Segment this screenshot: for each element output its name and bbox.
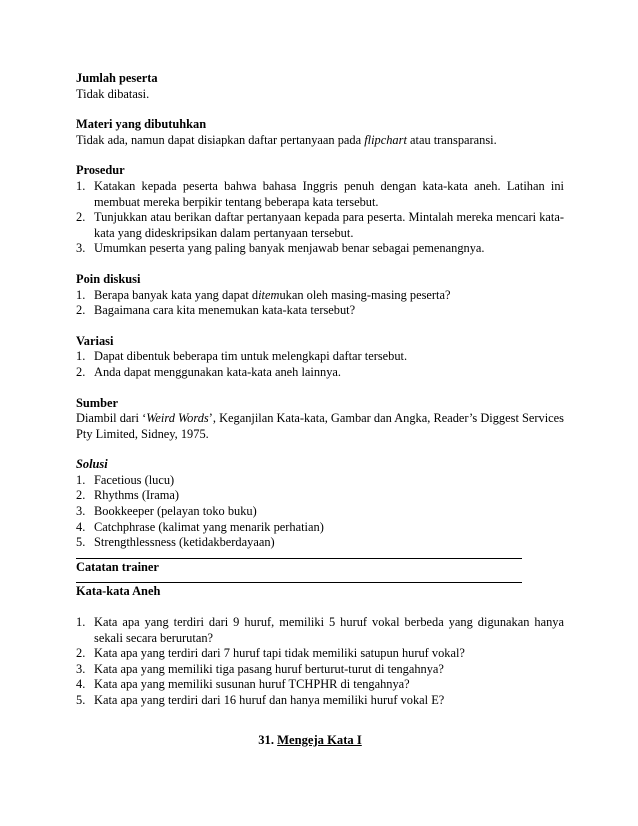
list-number: 1. bbox=[76, 472, 86, 487]
section-jumlah-peserta bbox=[76, 71, 564, 102]
section-kata-kata-aneh bbox=[76, 584, 564, 708]
list-number: 2. bbox=[76, 303, 86, 318]
list-text: Anda dapat menggunakan kata-kata aneh lainnya. bbox=[94, 364, 342, 379]
list-item bbox=[76, 646, 564, 662]
list-item bbox=[76, 210, 564, 241]
section-heading: Sumber bbox=[76, 395, 118, 410]
list-item bbox=[76, 662, 564, 678]
text-run: Tidak ada, namun dapat disiapkan daftar pertanyaan pada bbox=[76, 132, 365, 147]
list-text: Strengthlessness (ketidakberdayaan) bbox=[94, 535, 275, 550]
section-text bbox=[76, 133, 564, 149]
list-text: Kata apa yang terdiri dari 16 huruf dan hanya memiliki huruf vokal E? bbox=[94, 693, 445, 707]
section-heading: Jumlah peserta bbox=[76, 71, 158, 85]
section-materi bbox=[76, 117, 564, 148]
title-number: 31. bbox=[258, 732, 274, 747]
list-number: 1. bbox=[76, 178, 86, 193]
list-text: Umumkan peserta yang paling banyak menjawab benar sebagai pemenangnya. bbox=[94, 241, 485, 256]
title-text: Mengeja Kata I bbox=[277, 732, 362, 747]
list-item bbox=[76, 488, 564, 504]
list-number: 3. bbox=[76, 661, 86, 676]
text-run-italic: flipchart bbox=[364, 132, 407, 147]
section-heading: Variasi bbox=[76, 333, 114, 348]
list-text: Facetious (lucu) bbox=[94, 472, 175, 487]
next-section-title bbox=[76, 733, 564, 749]
variasi-list bbox=[76, 349, 564, 380]
list-text: Kata apa yang memiliki susunan huruf TCHPHR di tengahnya? bbox=[94, 677, 410, 692]
list-item bbox=[76, 288, 564, 304]
list-number: 2. bbox=[76, 364, 86, 379]
divider-rule bbox=[76, 551, 522, 559]
list-item bbox=[76, 535, 564, 551]
spacer bbox=[76, 600, 564, 615]
section-heading: Prosedur bbox=[76, 163, 125, 178]
list-number: 5. bbox=[76, 535, 86, 550]
list-item bbox=[76, 179, 564, 210]
list-item bbox=[76, 504, 564, 520]
section-heading: Materi yang dibutuhkan bbox=[76, 117, 207, 132]
text-run: ’, Keganjilan Kata-kata, Gambar dan Angka, Reader’s Diggest Services Pty Limited, Sidney, 1975. bbox=[76, 411, 564, 441]
list-item bbox=[76, 349, 564, 365]
solusi-list bbox=[76, 473, 564, 551]
list-text: Katakan kepada peserta bahwa bahasa Inggris penuh dengan kata-kata aneh. Latihan ini membuat mereka berpikir tentang beberapa kata tersebut. bbox=[94, 178, 564, 209]
section-solusi bbox=[76, 457, 564, 551]
list-item bbox=[76, 241, 564, 257]
poin-list bbox=[76, 288, 564, 319]
list-number: 3. bbox=[76, 504, 86, 519]
list-text: Rhythms (Irama) bbox=[94, 488, 179, 503]
text-run: Berapa banyak kata yang dapat d bbox=[94, 287, 259, 302]
list-item bbox=[76, 615, 564, 646]
list-number: 2. bbox=[76, 210, 86, 225]
divider-rule bbox=[76, 575, 522, 583]
prosedur-list bbox=[76, 179, 564, 257]
list-text: Kata apa yang memiliki tiga pasang huruf berturut-turut di tengahnya? bbox=[94, 661, 444, 676]
text-run: atau transparansi. bbox=[406, 132, 497, 147]
section-variasi bbox=[76, 334, 564, 381]
list-text: Tunjukkan atau berikan daftar pertanyaan kepada para peserta. Mintalah mereka mencari kata-kata yang dideskripsikan dalam pertanyaan tersebut. bbox=[94, 210, 564, 240]
list-number: 3. bbox=[76, 241, 86, 256]
kata-aneh-list bbox=[76, 615, 564, 709]
list-item bbox=[76, 303, 564, 319]
section-text bbox=[76, 411, 564, 442]
document-page bbox=[76, 71, 564, 748]
section-prosedur bbox=[76, 163, 564, 257]
list-item bbox=[76, 693, 564, 709]
text-run-italic: item bbox=[258, 287, 280, 302]
list-number: 1. bbox=[76, 287, 86, 302]
text-run-italic: Weird Words bbox=[146, 411, 209, 426]
section-heading: Kata-kata Aneh bbox=[76, 584, 161, 599]
list-item bbox=[76, 520, 564, 536]
list-text: Bagaimana cara kita menemukan kata-kata tersebut? bbox=[94, 303, 356, 318]
section-sumber bbox=[76, 396, 564, 443]
list-number: 2. bbox=[76, 488, 86, 503]
list-item bbox=[76, 365, 564, 381]
list-number: 4. bbox=[76, 677, 86, 692]
list-number: 2. bbox=[76, 646, 86, 661]
list-item bbox=[76, 473, 564, 489]
list-number: 5. bbox=[76, 693, 86, 707]
list-number: 1. bbox=[76, 615, 86, 630]
list-text: Kata apa yang terdiri dari 7 huruf tapi tidak memiliki satupun huruf vokal? bbox=[94, 646, 465, 661]
list-text: Dapat dibentuk beberapa tim untuk melengkapi daftar tersebut. bbox=[94, 349, 408, 364]
text-run: ukan oleh masing-masing peserta? bbox=[279, 287, 451, 302]
section-heading: Solusi bbox=[76, 457, 108, 472]
section-heading-catatan-trainer: Catatan trainer bbox=[76, 559, 159, 574]
section-poin-diskusi bbox=[76, 272, 564, 319]
section-text: Tidak dibatasi. bbox=[76, 86, 150, 101]
list-text: Kata apa yang terdiri dari 9 huruf, memiliki 5 huruf vokal berbeda yang digunakan hanya sekali secara berurutan? bbox=[94, 615, 564, 645]
list-number: 4. bbox=[76, 519, 86, 534]
list-text: Catchphrase (kalimat yang menarik perhatian) bbox=[94, 519, 324, 534]
list-item bbox=[76, 677, 564, 693]
text-run: Diambil dari ‘ bbox=[76, 411, 147, 426]
section-heading: Poin diskusi bbox=[76, 271, 141, 286]
list-text: Bookkeeper (pelayan toko buku) bbox=[94, 504, 257, 519]
list-number: 1. bbox=[76, 349, 86, 364]
